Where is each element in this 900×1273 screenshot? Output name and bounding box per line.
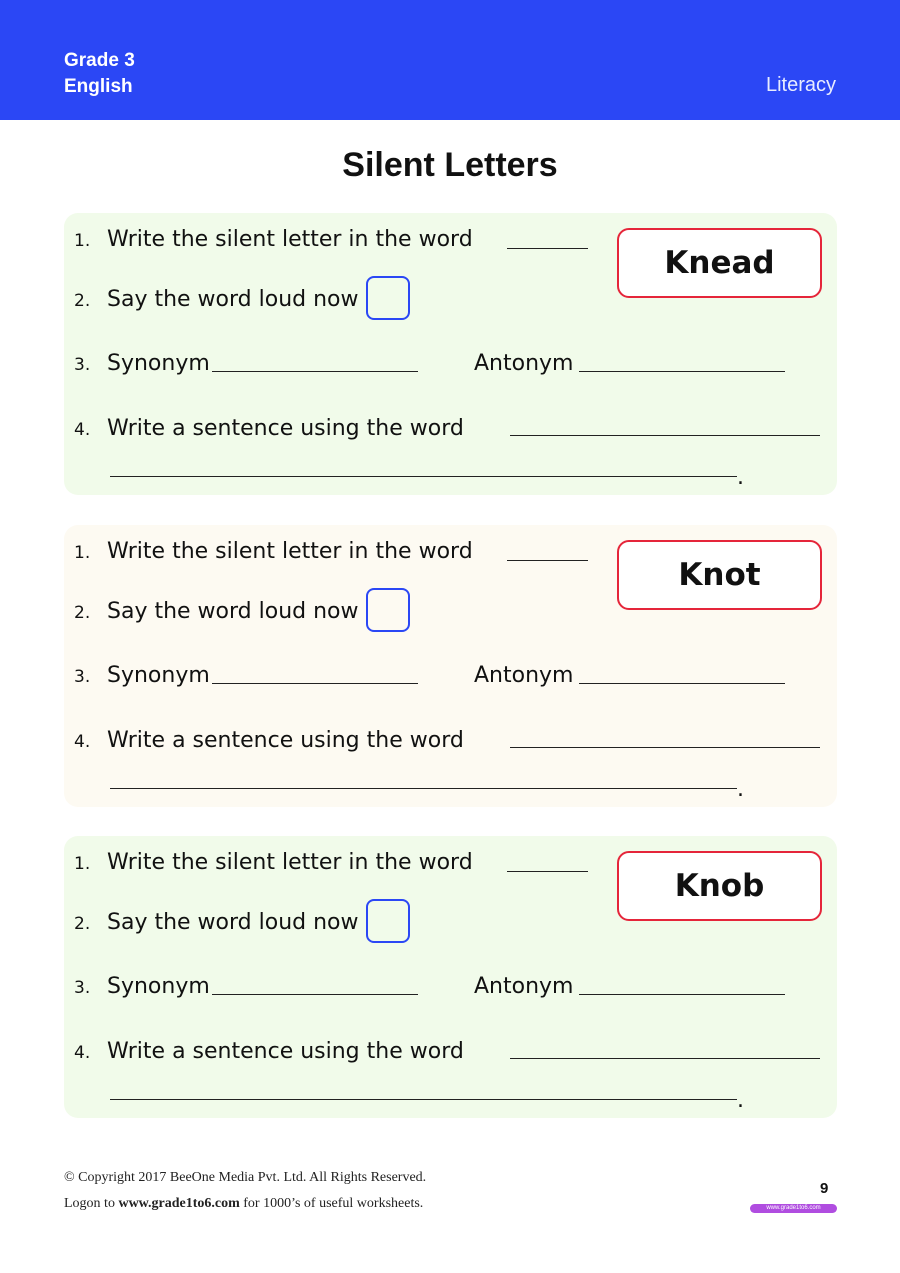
answer-line-sentence[interactable]	[510, 435, 820, 436]
antonym-label: Antonym	[474, 351, 574, 376]
question-text: Write the silent letter in the word	[107, 227, 473, 252]
word-box: Knob	[617, 851, 822, 921]
question-text: Write the silent letter in the word	[107, 539, 473, 564]
worksheet-card-3	[64, 836, 837, 1118]
question-3	[74, 351, 210, 376]
page-title: Silent Letters	[342, 146, 558, 184]
checkbox[interactable]	[366, 899, 410, 943]
answer-line-silent-letter[interactable]	[507, 560, 588, 561]
answer-line-synonym[interactable]	[212, 683, 418, 684]
question-number: 1.	[74, 854, 91, 874]
question-text: Write a sentence using the word	[107, 1039, 464, 1064]
question-number: 2.	[74, 603, 91, 623]
answer-line-synonym[interactable]	[212, 371, 418, 372]
logon-prefix: Logon to	[64, 1196, 119, 1211]
question-number: 3.	[74, 667, 91, 687]
answer-line-sentence-2[interactable]	[110, 1099, 737, 1100]
checkbox[interactable]	[366, 588, 410, 632]
question-4	[74, 728, 464, 753]
answer-line-antonym[interactable]	[579, 683, 785, 684]
question-3	[74, 974, 210, 999]
question-text: Say the word loud now	[107, 287, 359, 312]
question-text: Write the silent letter in the word	[107, 850, 473, 875]
question-2	[74, 287, 359, 312]
checkbox[interactable]	[366, 276, 410, 320]
grade-label	[64, 48, 135, 100]
question-2	[74, 910, 359, 935]
answer-line-sentence[interactable]	[510, 1058, 820, 1059]
site-link[interactable]: www.grade1to6.com	[118, 1196, 240, 1211]
answer-line-antonym[interactable]	[579, 371, 785, 372]
question-text: Say the word loud now	[107, 910, 359, 935]
antonym-label: Antonym	[474, 663, 574, 688]
period: .	[737, 465, 744, 490]
question-number: 4.	[74, 732, 91, 752]
question-number: 1.	[74, 543, 91, 563]
logon-suffix: for 1000’s of useful worksheets.	[239, 1196, 424, 1211]
question-text: Write a sentence using the word	[107, 728, 464, 753]
question-4	[74, 1039, 464, 1064]
question-1	[74, 539, 473, 564]
answer-line-silent-letter[interactable]	[507, 248, 588, 249]
question-text: Write a sentence using the word	[107, 416, 464, 441]
answer-line-antonym[interactable]	[579, 994, 785, 995]
header-bar	[0, 0, 900, 120]
antonym-label: Antonym	[474, 974, 574, 999]
question-2	[74, 599, 359, 624]
subject-text: English	[64, 76, 133, 97]
word-box: Knead	[617, 228, 822, 298]
question-1	[74, 850, 473, 875]
question-number: 4.	[74, 420, 91, 440]
question-3	[74, 663, 210, 688]
synonym-label: Synonym	[107, 663, 210, 688]
period: .	[737, 1088, 744, 1113]
copyright-text: © Copyright 2017 BeeOne Media Pvt. Ltd. All Rights Reserved.	[64, 1170, 427, 1185]
synonym-label: Synonym	[107, 351, 210, 376]
answer-line-sentence-2[interactable]	[110, 476, 737, 477]
question-number: 1.	[74, 231, 91, 251]
question-1	[74, 227, 473, 252]
question-number: 3.	[74, 355, 91, 375]
page-number: 9	[820, 1180, 829, 1197]
question-number: 3.	[74, 978, 91, 998]
answer-line-sentence[interactable]	[510, 747, 820, 748]
synonym-label: Synonym	[107, 974, 210, 999]
site-badge: www.grade1to6.com	[750, 1204, 837, 1213]
question-text: Say the word loud now	[107, 599, 359, 624]
period: .	[737, 777, 744, 802]
word-box: Knot	[617, 540, 822, 610]
answer-line-synonym[interactable]	[212, 994, 418, 995]
grade-text: Grade 3	[64, 50, 135, 71]
worksheet-card-1	[64, 213, 837, 495]
logon-text	[64, 1196, 423, 1212]
answer-line-sentence-2[interactable]	[110, 788, 737, 789]
question-number: 2.	[74, 291, 91, 311]
question-number: 4.	[74, 1043, 91, 1063]
question-number: 2.	[74, 914, 91, 934]
answer-line-silent-letter[interactable]	[507, 871, 588, 872]
category-label: Literacy	[765, 74, 836, 96]
worksheet-card-2	[64, 525, 837, 807]
question-4	[74, 416, 464, 441]
